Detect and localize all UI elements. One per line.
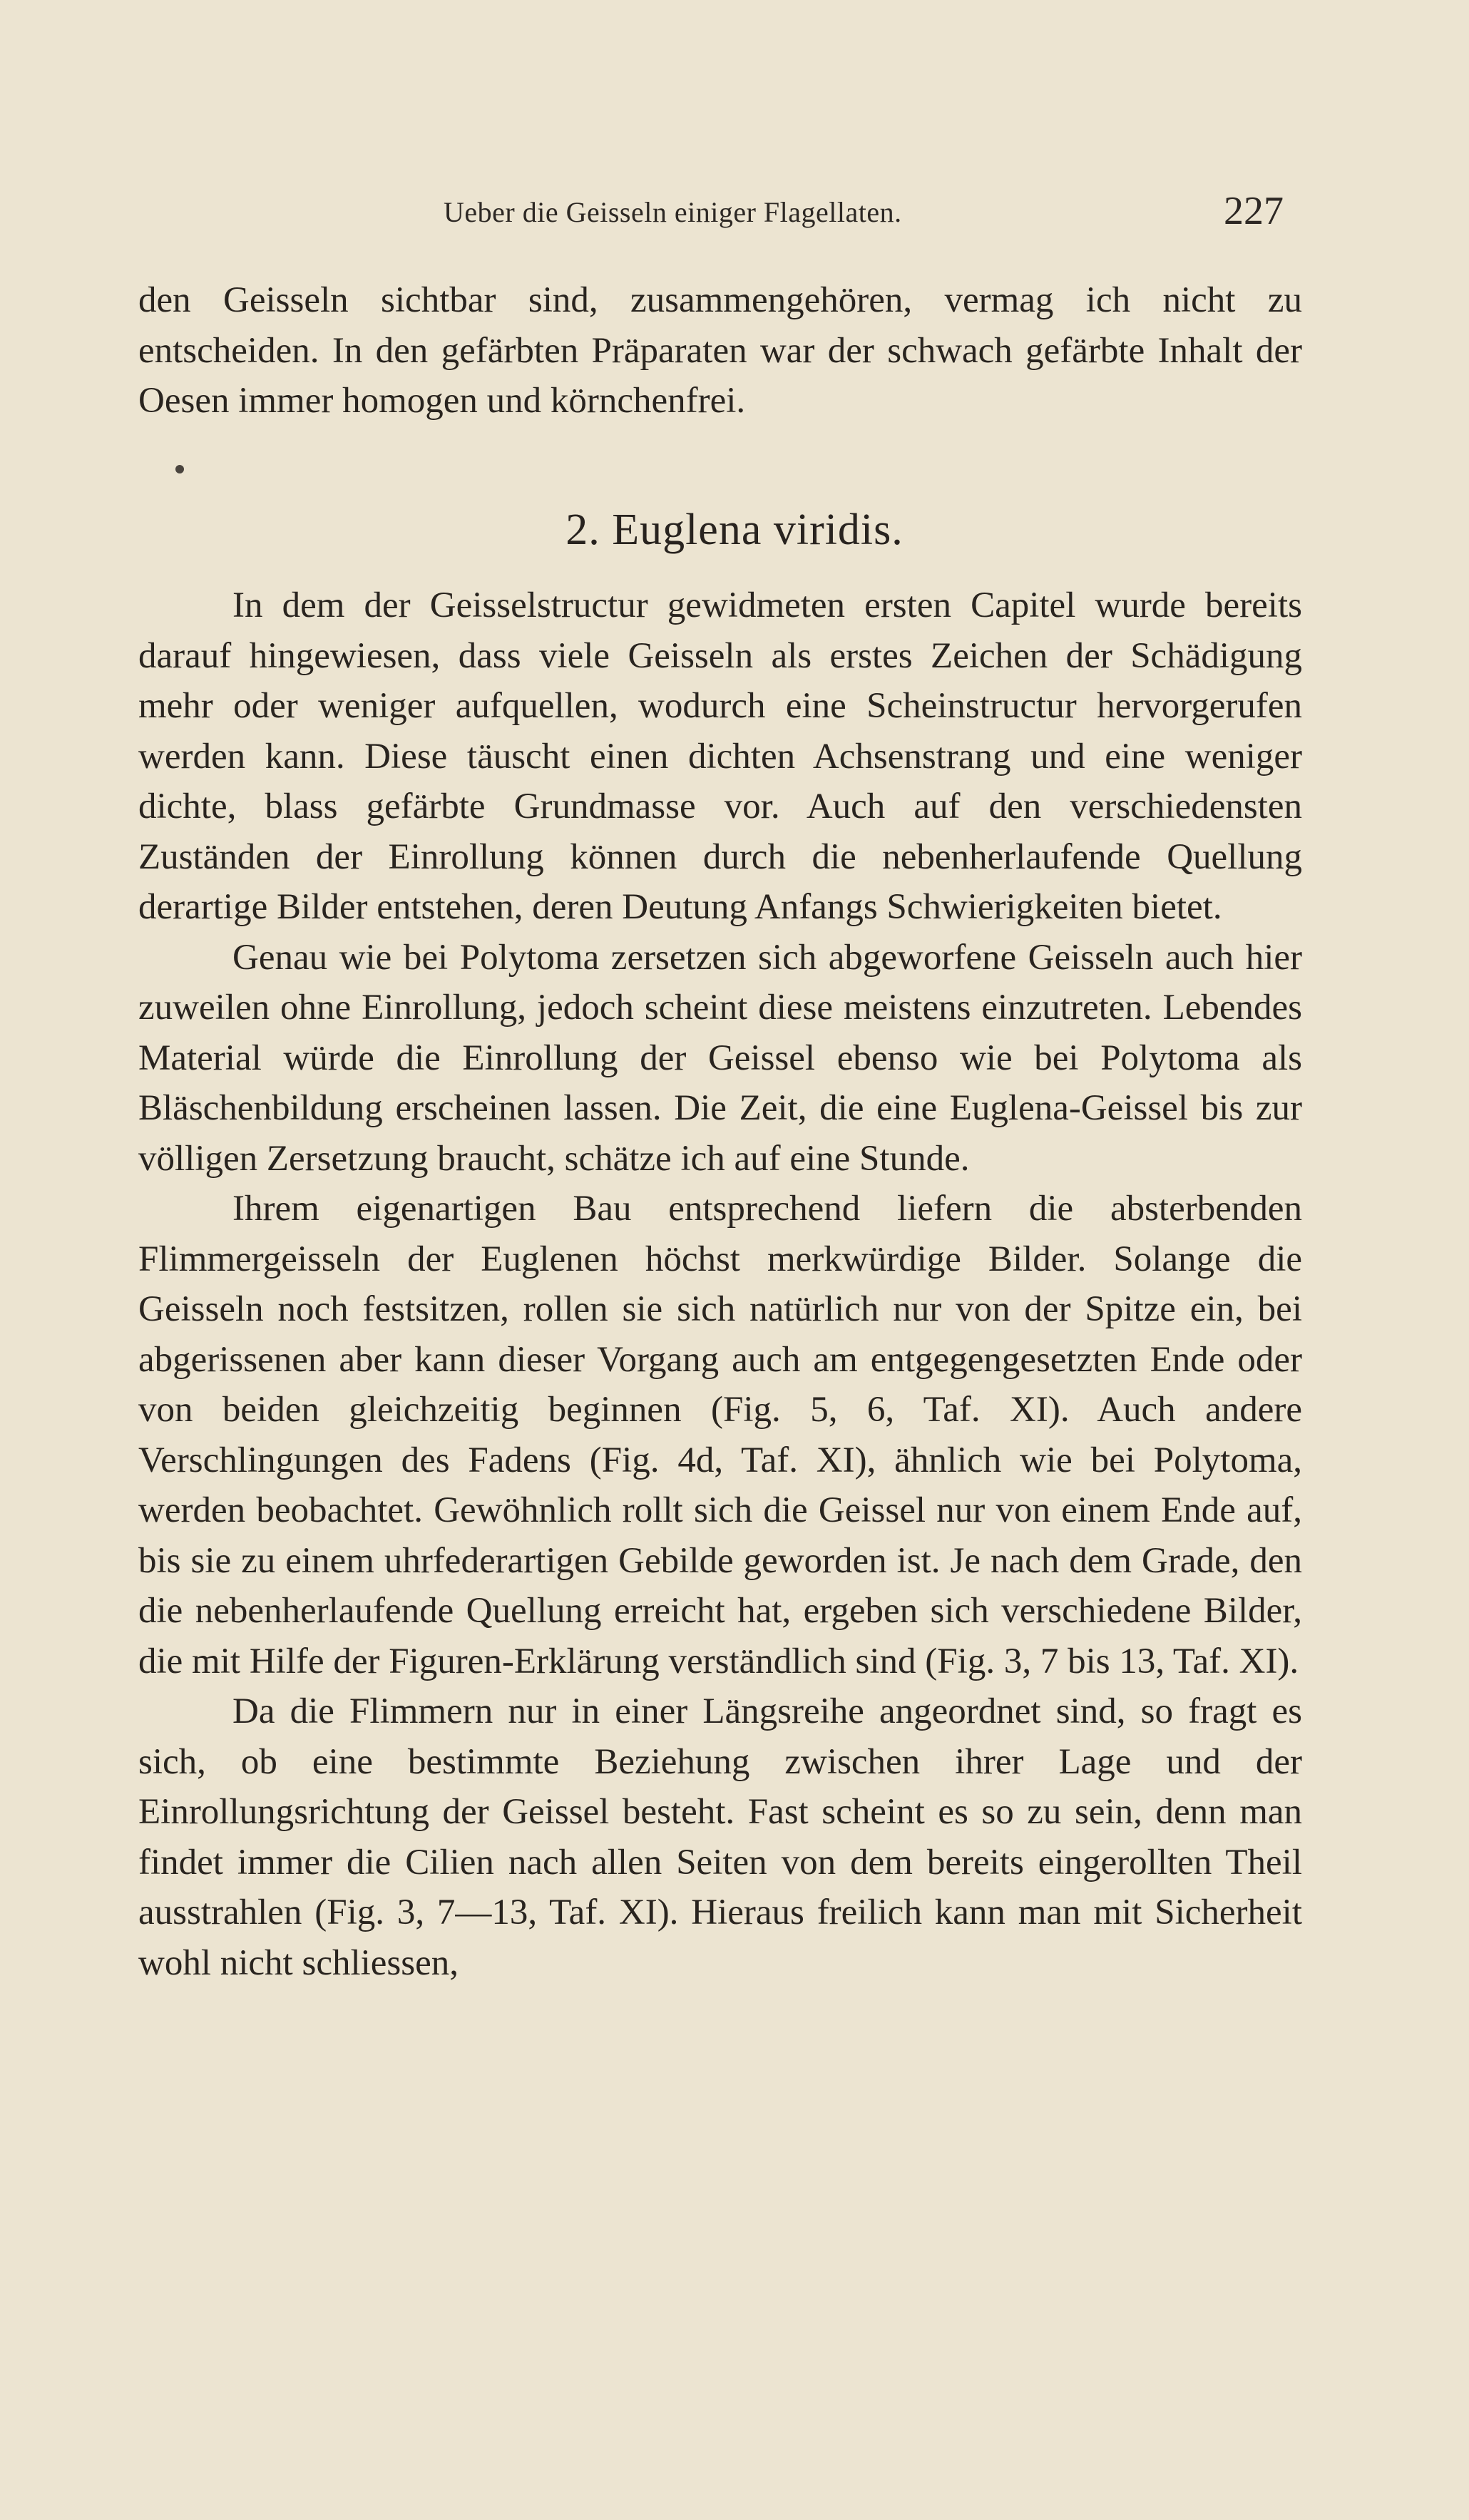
paragraph-2: Genau wie bei Polytoma zersetzen sich abgeworfene Geisseln auch hier zuweilen ohne Einrollung, jedoch scheint diese meistens einzutreten. Lebendes Material würde die Einrollung der Geissel ebenso wie bei Polytoma als Bläschenbildung erscheinen lassen. Die Zeit, die eine Euglena-Geissel bis zur völligen Zersetzung braucht, schätze ich auf eine Stunde. <box>138 937 1302 1179</box>
paragraph-3: Ihrem eigenartigen Bau entsprechend liefern die absterbenden Flimmergeisseln der Euglenen höchst merkwürdige Bilder. Solange die Geisseln noch festsitzen, rollen sie sich natürlich nur von der Spitze ein, bei abgerissenen aber kann dieser Vorgang auch am entgegengesetzten Ende oder von beiden gleichzeitig beginnen (Fig. 5, 6, Taf. XI). Auch andere Verschlingungen des Fadens (Fig. 4d, Taf. XI), ähnlich wie bei Polytoma, werden beobachtet. Gewöhnlich rollt sich die Geissel nur von einem Ende auf, bis sie zu einem uhrfederartigen Gebilde geworden ist. Je nach dem Grade, den die nebenherlaufende Quellung erreicht hat, ergeben sich verschiedene Bilder, die mit Hilfe der Figuren-Erklärung verständlich sind (Fig. 3, 7 bis 13, Taf. XI). <box>138 1189 1302 1681</box>
section-heading: 2. Euglena viridis. <box>565 506 904 554</box>
section-body <box>138 580 1302 1988</box>
intro-paragraph: den Geisseln sichtbar sind, zusammengehören, vermag ich nicht zu entscheiden. In den gefärbten Präparaten war der schwach gefärbte Inhalt der Oesen immer homogen und körnchenfrei. <box>138 280 1302 421</box>
running-title: Ueber die Geisseln einiger Flagellaten. <box>444 196 902 228</box>
ink-speck <box>175 465 184 473</box>
intro-text-block <box>138 275 1302 426</box>
page-header <box>0 188 1469 245</box>
paragraph-1: In dem der Geisselstructur gewidmeten ersten Capitel wurde bereits darauf hingewiesen, dass viele Geisseln als erstes Zeichen der Schädigung mehr oder weniger aufquellen, wodurch eine Scheinstructur hervorgerufen werden kann. Diese täuscht einen dichten Achsenstrang und eine weniger dichte, blass gefärbte Grundmasse vor. Auch auf den verschiedensten Zuständen der Einrollung können durch die nebenherlaufende Quellung derartige Bilder entstehen, deren Deutung Anfangs Schwierigkeiten bietet. <box>138 585 1302 927</box>
paragraph-4: Da die Flimmern nur in einer Längsreihe angeordnet sind, so fragt es sich, ob eine bestimmte Beziehung zwischen ihrer Lage und der Einrollungsrichtung der Geissel besteht. Fast scheint es so zu sein, denn man findet immer die Cilien nach allen Seiten von dem bereits eingerollten Theil ausstrahlen (Fig. 3, 7—13, Taf. XI). Hieraus freilich kann man mit Sicherheit wohl nicht schliessen, <box>138 1691 1302 1983</box>
page-number: 227 <box>1224 189 1284 233</box>
